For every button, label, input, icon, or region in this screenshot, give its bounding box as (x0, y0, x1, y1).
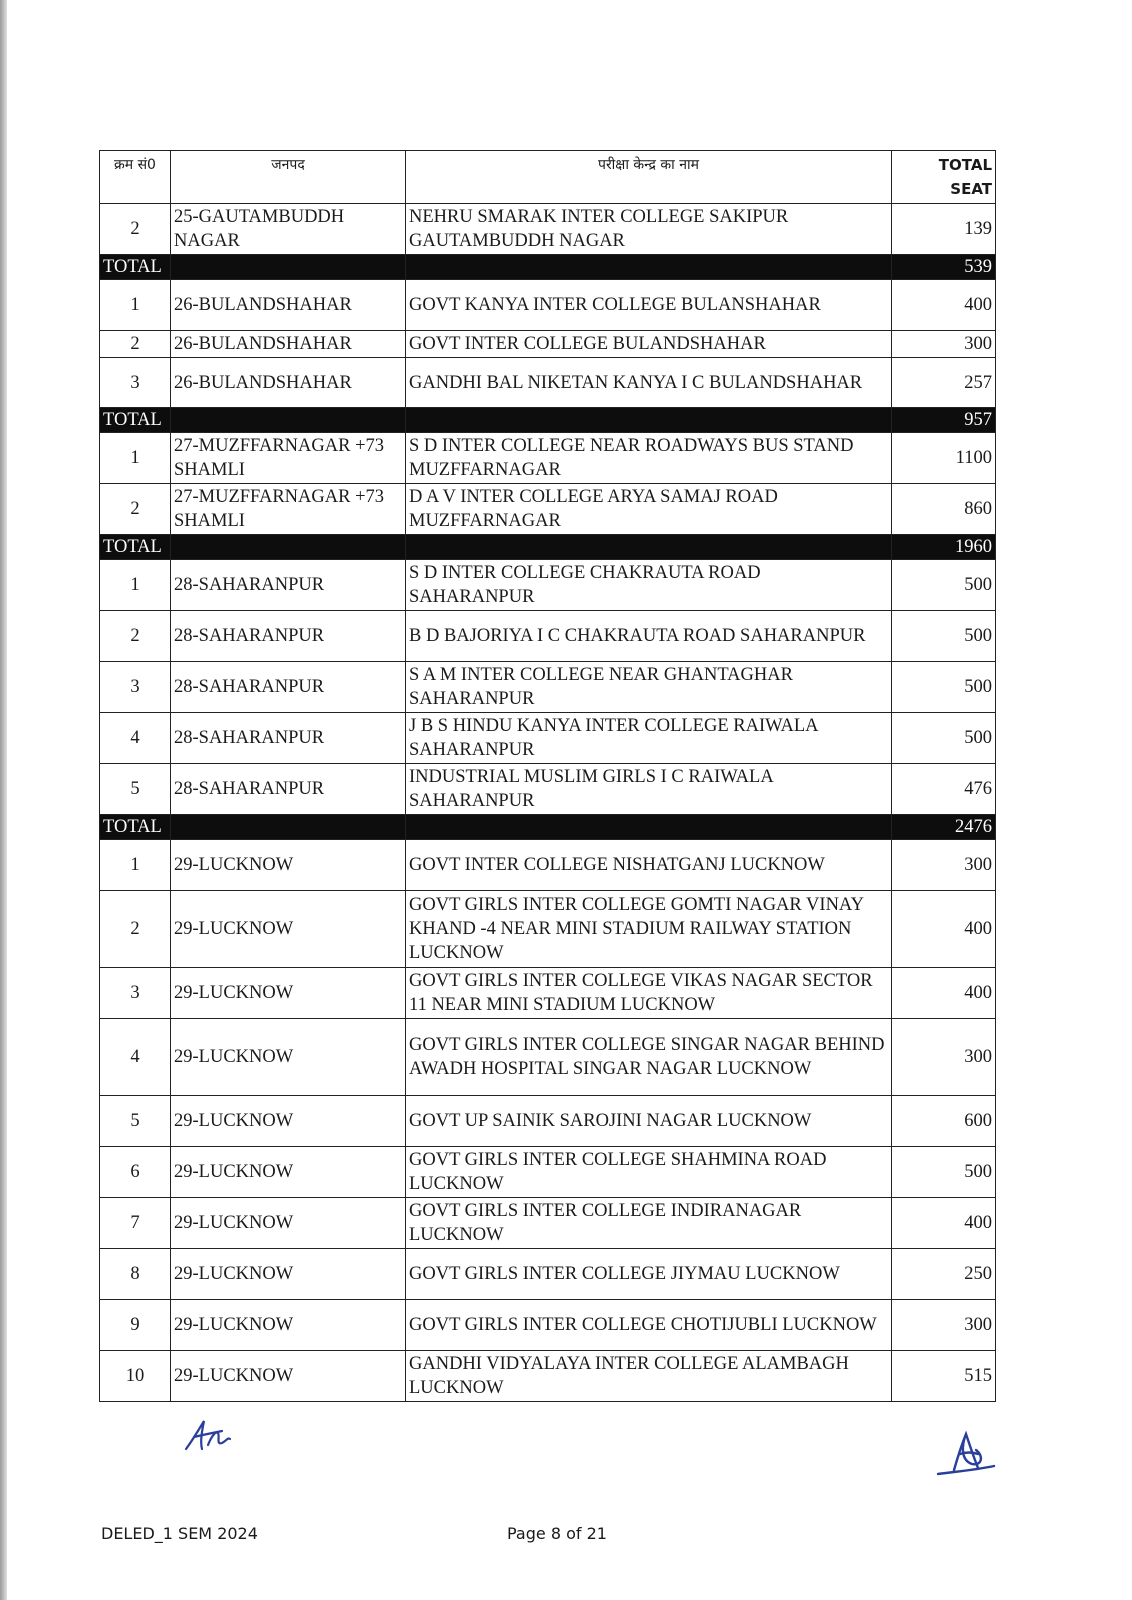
serial-cell: 7 (100, 1198, 171, 1249)
total-spacer (171, 255, 406, 280)
signature-right (932, 1430, 998, 1482)
center-cell: GOVT KANYA INTER COLLEGE BULANSHAHAR (406, 280, 892, 331)
total-spacer (171, 815, 406, 840)
exam-center-table (99, 150, 996, 1402)
table-row (100, 1096, 996, 1147)
total-label: TOTAL (100, 408, 171, 433)
center-cell: GANDHI VIDYALAYA INTER COLLEGE ALAMBAGH LUCKNOW (406, 1351, 892, 1402)
total-row (100, 815, 996, 840)
seat-cell: 500 (892, 611, 996, 662)
table-row (100, 713, 996, 764)
district-cell: 29-LUCKNOW (171, 891, 406, 968)
table-row (100, 560, 996, 611)
serial-cell: 3 (100, 662, 171, 713)
serial-cell: 2 (100, 891, 171, 968)
header-center-name: परीक्षा केन्द्र का नाम (406, 151, 892, 204)
center-cell: GOVT GIRLS INTER COLLEGE GOMTI NAGAR VINAY KHAND -4 NEAR MINI STADIUM RAILWAY STATION LUCKNOW (406, 891, 892, 968)
table-row (100, 280, 996, 331)
district-cell: 26-BULANDSHAHAR (171, 331, 406, 358)
serial-cell: 9 (100, 1300, 171, 1351)
serial-cell: 6 (100, 1147, 171, 1198)
total-value: 957 (892, 408, 996, 433)
footer-page-number: Page 8 of 21 (507, 1524, 607, 1543)
total-spacer (171, 535, 406, 560)
center-cell: GOVT UP SAINIK SAROJINI NAGAR LUCKNOW (406, 1096, 892, 1147)
serial-cell: 2 (100, 484, 171, 535)
seat-cell: 860 (892, 484, 996, 535)
center-cell: GOVT GIRLS INTER COLLEGE SINGAR NAGAR BEHIND AWADH HOSPITAL SINGAR NAGAR LUCKNOW (406, 1019, 892, 1096)
header-total-seat-line1: TOTAL (938, 156, 992, 174)
district-cell: 27-MUZFFARNAGAR +73 SHAMLI (171, 484, 406, 535)
district-cell: 29-LUCKNOW (171, 1147, 406, 1198)
total-value: 1960 (892, 535, 996, 560)
header-serial: क्रम सं0 (100, 151, 171, 204)
signature-left (182, 1415, 234, 1457)
serial-cell: 2 (100, 611, 171, 662)
table-row (100, 611, 996, 662)
table-row (100, 1249, 996, 1300)
center-cell: S A M INTER COLLEGE NEAR GHANTAGHAR SAHARANPUR (406, 662, 892, 713)
serial-cell: 5 (100, 764, 171, 815)
table-row (100, 433, 996, 484)
seat-cell: 300 (892, 840, 996, 891)
table-row (100, 764, 996, 815)
district-cell: 28-SAHARANPUR (171, 662, 406, 713)
district-cell: 25-GAUTAMBUDDH NAGAR (171, 204, 406, 255)
center-cell: GOVT GIRLS INTER COLLEGE CHOTIJUBLI LUCKNOW (406, 1300, 892, 1351)
table-row (100, 1019, 996, 1096)
table-row (100, 662, 996, 713)
center-cell: NEHRU SMARAK INTER COLLEGE SAKIPUR GAUTAMBUDDH NAGAR (406, 204, 892, 255)
table-row (100, 358, 996, 408)
serial-cell: 1 (100, 433, 171, 484)
district-cell: 29-LUCKNOW (171, 1096, 406, 1147)
center-cell: GOVT INTER COLLEGE NISHATGANJ LUCKNOW (406, 840, 892, 891)
district-cell: 28-SAHARANPUR (171, 560, 406, 611)
total-spacer (406, 535, 892, 560)
serial-cell: 10 (100, 1351, 171, 1402)
seat-cell: 300 (892, 331, 996, 358)
serial-cell: 4 (100, 1019, 171, 1096)
exam-center-table-wrapper (99, 150, 995, 1402)
seat-cell: 600 (892, 1096, 996, 1147)
center-cell: GOVT GIRLS INTER COLLEGE JIYMAU LUCKNOW (406, 1249, 892, 1300)
district-cell: 28-SAHARANPUR (171, 713, 406, 764)
table-row (100, 1147, 996, 1198)
district-cell: 28-SAHARANPUR (171, 764, 406, 815)
center-cell: GOVT GIRLS INTER COLLEGE SHAHMINA ROAD LUCKNOW (406, 1147, 892, 1198)
district-cell: 29-LUCKNOW (171, 1300, 406, 1351)
seat-cell: 400 (892, 968, 996, 1019)
center-cell: GANDHI BAL NIKETAN KANYA I C BULANDSHAHAR (406, 358, 892, 408)
table-row (100, 1300, 996, 1351)
seat-cell: 300 (892, 1019, 996, 1096)
seat-cell: 476 (892, 764, 996, 815)
seat-cell: 400 (892, 1198, 996, 1249)
table-row (100, 204, 996, 255)
serial-cell: 2 (100, 331, 171, 358)
total-row (100, 255, 996, 280)
seat-cell: 500 (892, 560, 996, 611)
seat-cell: 139 (892, 204, 996, 255)
table-row (100, 1198, 996, 1249)
total-spacer (406, 255, 892, 280)
serial-cell: 4 (100, 713, 171, 764)
serial-cell: 1 (100, 840, 171, 891)
serial-cell: 1 (100, 560, 171, 611)
center-cell: D A V INTER COLLEGE ARYA SAMAJ ROAD MUZFFARNAGAR (406, 484, 892, 535)
scan-edge (0, 0, 7, 1600)
table-row (100, 331, 996, 358)
header-district: जनपद (171, 151, 406, 204)
table-header-row (100, 151, 996, 204)
table-row (100, 840, 996, 891)
seat-cell: 257 (892, 358, 996, 408)
seat-cell: 515 (892, 1351, 996, 1402)
seat-cell: 500 (892, 713, 996, 764)
total-label: TOTAL (100, 535, 171, 560)
seat-cell: 500 (892, 662, 996, 713)
total-row (100, 408, 996, 433)
center-cell: S D INTER COLLEGE NEAR ROADWAYS BUS STAND MUZFFARNAGAR (406, 433, 892, 484)
table-row (100, 1351, 996, 1402)
district-cell: 28-SAHARANPUR (171, 611, 406, 662)
total-spacer (406, 815, 892, 840)
seat-cell: 300 (892, 1300, 996, 1351)
district-cell: 26-BULANDSHAHAR (171, 280, 406, 331)
district-cell: 29-LUCKNOW (171, 840, 406, 891)
total-value: 2476 (892, 815, 996, 840)
district-cell: 29-LUCKNOW (171, 968, 406, 1019)
table-row (100, 968, 996, 1019)
seat-cell: 500 (892, 1147, 996, 1198)
seat-cell: 400 (892, 891, 996, 968)
total-label: TOTAL (100, 815, 171, 840)
footer-document-code: DELED_1 SEM 2024 (101, 1524, 258, 1543)
center-cell: GOVT GIRLS INTER COLLEGE INDIRANAGAR LUCKNOW (406, 1198, 892, 1249)
serial-cell: 5 (100, 1096, 171, 1147)
district-cell: 29-LUCKNOW (171, 1351, 406, 1402)
center-cell: S D INTER COLLEGE CHAKRAUTA ROAD SAHARANPUR (406, 560, 892, 611)
seat-cell: 250 (892, 1249, 996, 1300)
district-cell: 29-LUCKNOW (171, 1019, 406, 1096)
serial-cell: 8 (100, 1249, 171, 1300)
serial-cell: 3 (100, 968, 171, 1019)
center-cell: J B S HINDU KANYA INTER COLLEGE RAIWALA SAHARANPUR (406, 713, 892, 764)
total-spacer (171, 408, 406, 433)
district-cell: 29-LUCKNOW (171, 1198, 406, 1249)
center-cell: B D BAJORIYA I C CHAKRAUTA ROAD SAHARANPUR (406, 611, 892, 662)
center-cell: GOVT GIRLS INTER COLLEGE VIKAS NAGAR SECTOR 11 NEAR MINI STADIUM LUCKNOW (406, 968, 892, 1019)
table-row (100, 484, 996, 535)
total-label: TOTAL (100, 255, 171, 280)
total-value: 539 (892, 255, 996, 280)
district-cell: 27-MUZFFARNAGAR +73 SHAMLI (171, 433, 406, 484)
district-cell: 26-BULANDSHAHAR (171, 358, 406, 408)
serial-cell: 2 (100, 204, 171, 255)
center-cell: INDUSTRIAL MUSLIM GIRLS I C RAIWALA SAHARANPUR (406, 764, 892, 815)
district-cell: 29-LUCKNOW (171, 1249, 406, 1300)
header-total-seat-line2: SEAT (950, 180, 992, 198)
center-cell: GOVT INTER COLLEGE BULANDSHAHAR (406, 331, 892, 358)
serial-cell: 3 (100, 358, 171, 408)
serial-cell: 1 (100, 280, 171, 331)
seat-cell: 1100 (892, 433, 996, 484)
seat-cell: 400 (892, 280, 996, 331)
total-row (100, 535, 996, 560)
header-total-seat (892, 151, 996, 204)
total-spacer (406, 408, 892, 433)
table-row (100, 891, 996, 968)
